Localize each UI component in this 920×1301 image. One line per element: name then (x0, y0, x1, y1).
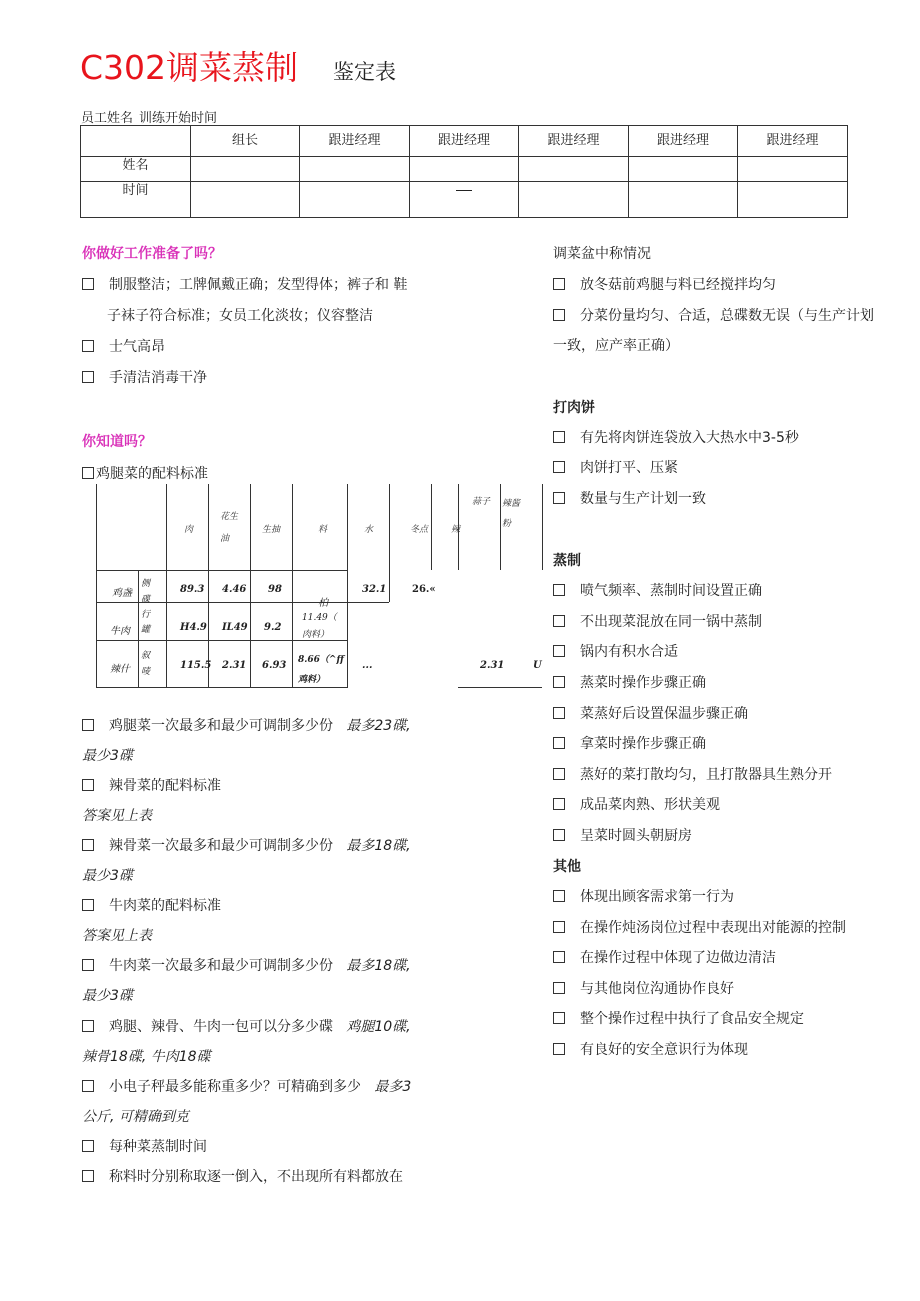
checkbox-icon[interactable] (553, 309, 565, 321)
recipe-header: 水 (364, 525, 374, 535)
checkbox-icon[interactable] (82, 467, 94, 479)
recipe-value: 9.2 (264, 622, 282, 633)
checkbox-icon[interactable] (82, 719, 94, 731)
recipe-value: 柏 (318, 598, 328, 609)
page-subtitle: 鉴定表 (333, 60, 396, 84)
sign-cell[interactable] (738, 157, 848, 182)
checklist-item[interactable]: 呈菜时圆头朝厨房 (553, 825, 692, 845)
employee-line (81, 107, 217, 126)
checklist-item[interactable]: 有先将肉饼连袋放入大热水中3-5秒 (553, 427, 799, 447)
recipe-header: 肉 (184, 525, 194, 535)
header-cell: 跟进经理 (738, 126, 848, 157)
checklist-item[interactable]: 拿菜时操作步骤正确 (553, 733, 706, 753)
checklist-item[interactable]: 在操作炖汤岗位过程中表现出对能源的控制 (553, 917, 846, 937)
question-item[interactable]: 牛肉菜一次最多和最少可调制多少份 最多18碟, (82, 955, 411, 975)
sign-cell[interactable] (629, 182, 738, 218)
recipe-value: 2.31 (480, 660, 505, 671)
header-cell: 跟进经理 (629, 126, 738, 157)
continued-text: 调菜盆中称情况 (553, 246, 651, 262)
recipe-row-unit: 行 罐 (141, 610, 151, 635)
checkbox-icon[interactable] (82, 899, 94, 911)
checkbox-icon[interactable] (82, 1020, 94, 1032)
recipe-header: 花生 油 (220, 512, 239, 544)
other-heading: 其他 (553, 859, 581, 875)
checklist-item[interactable]: 放冬菇前鸡腿与料已经搅拌均匀 (553, 274, 776, 294)
question-item[interactable]: 鸡腿菜一次最多和最少可调制多少份 最多23碟, (82, 715, 411, 735)
checkbox-icon[interactable] (553, 278, 565, 290)
recipe-table (96, 484, 546, 688)
checklist-item[interactable]: 手清洁消毒干净 (82, 367, 207, 387)
answer-text: 答案见上表 (82, 808, 152, 824)
checkbox-icon[interactable] (553, 768, 565, 780)
recipe-value: IL49 (222, 622, 248, 633)
checkbox-icon[interactable] (553, 615, 565, 627)
checkbox-icon[interactable] (553, 737, 565, 749)
checkbox-icon[interactable] (553, 707, 565, 719)
header-cell (81, 126, 191, 157)
checkbox-icon[interactable] (82, 779, 94, 791)
question-item[interactable]: 辣骨菜一次最多和最少可调制多少份 最多18碟, (82, 835, 411, 855)
recipe-value: 26.« (412, 584, 436, 595)
checkbox-icon[interactable] (82, 278, 94, 290)
recipe-value: 8.66（^ff 鸡料） (298, 655, 344, 685)
checkbox-icon[interactable] (553, 798, 565, 810)
know-heading: 你知道吗？ (82, 434, 152, 450)
recipe-heading[interactable]: 鸡腿菜的配料标准 (82, 463, 208, 483)
sign-cell[interactable] (519, 182, 629, 218)
question-item[interactable]: 每种菜蒸制时间 (82, 1136, 207, 1156)
recipe-value: U (533, 660, 542, 671)
recipe-value: 115.5 (180, 660, 212, 671)
recipe-header: 生抽 (262, 525, 281, 535)
answer-text: 最少3碟 (82, 868, 133, 884)
question-item[interactable]: 牛肉菜的配料标准 (82, 895, 221, 915)
checkbox-icon[interactable] (553, 890, 565, 902)
checklist-item[interactable]: 有良好的安全意识行为体现 (553, 1039, 748, 1059)
header-cell: 组长 (191, 126, 300, 157)
header-cell: 跟进经理 (300, 126, 410, 157)
recipe-value: 2.31 (222, 660, 247, 671)
row-label-name: 姓名 (81, 157, 191, 182)
checklist-item[interactable]: 不出现菜混放在同一锅中蒸制 (553, 611, 762, 631)
recipe-header: 辣酱 粉 (502, 499, 521, 529)
checkbox-icon[interactable] (553, 951, 565, 963)
checklist-item-cont: 一致，应产率正确） (553, 338, 679, 354)
checkbox-icon[interactable] (82, 839, 94, 851)
recipe-header: 蒜子 (472, 497, 491, 507)
header-cell: 跟进经理 (519, 126, 629, 157)
recipe-row-unit: 侧 碟 (141, 579, 151, 605)
recipe-row-name: 牛肉 (110, 626, 130, 637)
checkbox-icon[interactable] (82, 340, 94, 352)
page-title: C302调菜蒸制 (80, 48, 299, 87)
recipe-value: H4.9 (180, 622, 207, 633)
sign-cell[interactable] (300, 182, 410, 218)
recipe-value: 89.3 (180, 584, 205, 595)
checklist-item[interactable]: 数量与生产计划一致 (553, 488, 706, 508)
recipe-header: 料 (318, 525, 328, 535)
checkbox-icon[interactable] (553, 829, 565, 841)
checkbox-icon[interactable] (553, 982, 565, 994)
answer-text: 辣骨18碟, 牛肉18碟 (82, 1049, 211, 1065)
checkbox-icon[interactable] (82, 1140, 94, 1152)
checklist-item[interactable]: 整个操作过程中执行了食品安全规定 (553, 1008, 804, 1028)
question-item[interactable]: 鸡腿、辣骨、牛肉一包可以分多少碟 鸡腿10碟, (82, 1016, 411, 1036)
recipe-header: 辣 (451, 525, 461, 535)
sign-cell[interactable] (410, 157, 519, 182)
header-cell: 跟进经理 (410, 126, 519, 157)
employee-name-label: 员工姓名 (81, 111, 134, 126)
question-item[interactable]: 小电子秤最多能称重多少？可精确到多少 最多3 (82, 1076, 411, 1096)
checkbox-icon[interactable] (553, 431, 565, 443)
sign-cell[interactable] (629, 157, 738, 182)
checkbox-icon[interactable] (553, 1043, 565, 1055)
sign-cell[interactable] (191, 157, 300, 182)
sign-cell[interactable] (300, 157, 410, 182)
recipe-row-unit: 叙 唛 (141, 651, 151, 677)
question-item[interactable]: 称料时分别称取逐一倒入，不出现所有料都放在 (82, 1166, 403, 1186)
pancake-heading: 打肉饼 (553, 400, 595, 416)
checkbox-icon[interactable] (553, 645, 565, 657)
recipe-value: 32.1 (362, 584, 387, 595)
steam-heading: 蒸制 (553, 553, 581, 569)
checkbox-icon[interactable] (553, 676, 565, 688)
prep-heading: 你做好工作准备了吗？ (82, 246, 222, 262)
checkbox-icon[interactable] (553, 492, 565, 504)
checklist-item[interactable]: 蒸菜时操作步骤正确 (553, 672, 706, 692)
recipe-value: 98 (268, 584, 282, 595)
signoff-table (80, 125, 848, 218)
answer-text: 最少3碟 (82, 748, 133, 764)
recipe-row-name: 鸡盏 (112, 588, 132, 599)
checklist-item[interactable]: 成品菜肉熟、形状美观 (553, 794, 720, 814)
sign-cell[interactable] (410, 182, 519, 218)
checklist-item[interactable]: 制服整洁；工牌佩戴正确；发型得体；裤子和 鞋 (82, 274, 407, 294)
training-start-label: 训练开始时间 (139, 111, 218, 126)
checklist-item[interactable]: 与其他岗位沟通协作良好 (553, 978, 734, 998)
answer-text: 最少3碟 (82, 988, 133, 1004)
checklist-item[interactable]: 喷气频率、蒸制时间设置正确 (553, 580, 762, 600)
question-item[interactable]: 辣骨菜的配料标准 (82, 775, 221, 795)
recipe-row-name: 辣什 (110, 664, 130, 675)
checkbox-icon[interactable] (553, 921, 565, 933)
checkbox-icon[interactable] (553, 1012, 565, 1024)
dash-mark (456, 190, 472, 191)
answer-text: 公斤, 可精确到克 (82, 1109, 189, 1125)
recipe-header: 冬点 (410, 525, 429, 535)
sign-cell[interactable] (191, 182, 300, 218)
checkbox-icon[interactable] (82, 1080, 94, 1092)
row-label-time: 时间 (81, 182, 191, 218)
checkbox-icon[interactable] (82, 371, 94, 383)
recipe-value: 4.46 (222, 584, 247, 595)
sign-cell[interactable] (738, 182, 848, 218)
sign-cell[interactable] (519, 157, 629, 182)
checklist-item[interactable]: 体现出顾客需求第一行为 (553, 886, 734, 906)
checklist-item-cont: 子袜子符合标准；女员工化淡妆；仪容整洁 (107, 308, 373, 324)
checklist-item[interactable]: 在操作过程中体现了边做边清洁 (553, 947, 776, 967)
recipe-value: 6.93 (262, 660, 287, 671)
checklist-item[interactable]: 蒸好的菜打散均匀，且打散器具生熟分开 (553, 764, 832, 784)
checklist-item[interactable]: 锅内有积水合适 (553, 641, 678, 661)
checkbox-icon[interactable] (82, 959, 94, 971)
checklist-item[interactable]: 分菜份量均匀、合适，总碟数无误（与生产计划 (553, 305, 874, 325)
checklist-item[interactable]: 肉饼打平、压紧 (553, 457, 678, 477)
checklist-item[interactable]: 士气高昂 (82, 336, 165, 356)
checklist-item[interactable]: 菜蒸好后设置保温步骤正确 (553, 703, 748, 723)
checkbox-icon[interactable] (553, 461, 565, 473)
recipe-value: 11.49（ 肉料） (302, 613, 337, 640)
recipe-value: ... (362, 660, 373, 671)
answer-text: 答案见上表 (82, 928, 152, 944)
checkbox-icon[interactable] (553, 584, 565, 596)
checkbox-icon[interactable] (82, 1170, 94, 1182)
